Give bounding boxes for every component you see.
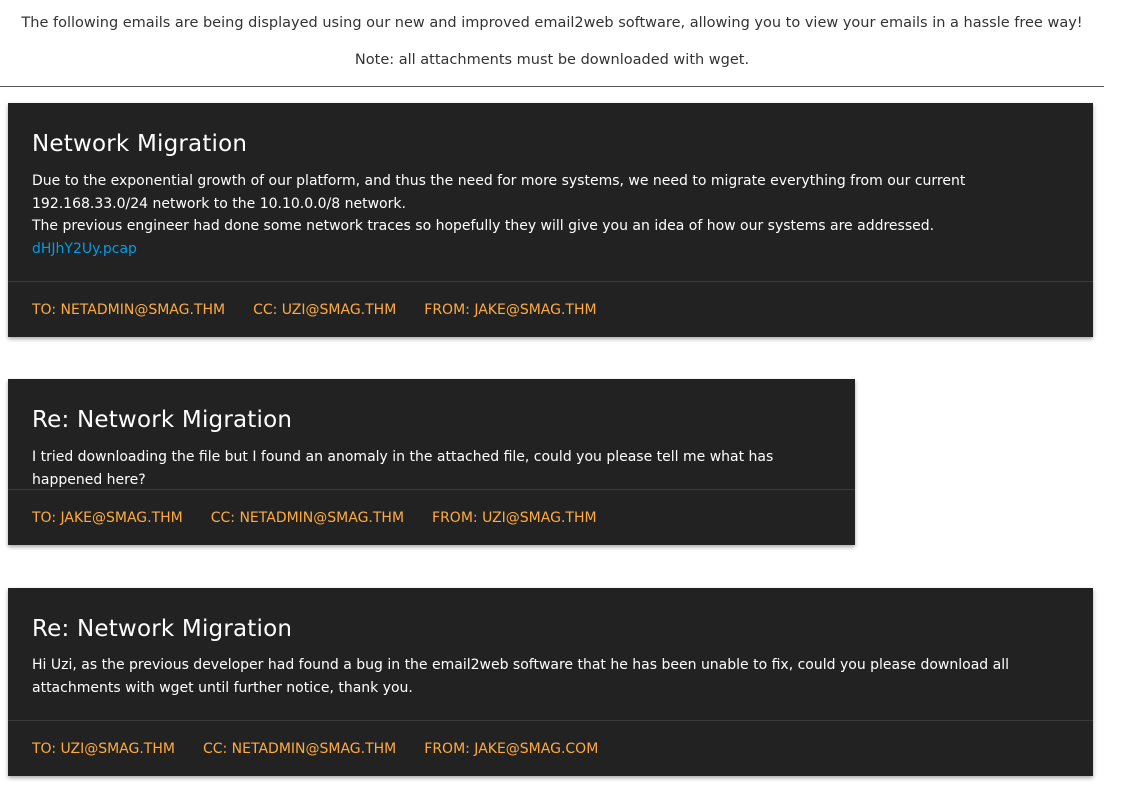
email-recipients <box>8 489 855 545</box>
cc-link[interactable]: CC: UZI@SMAG.THM <box>253 301 397 318</box>
email-subject: Re: Network Migration <box>32 616 293 642</box>
to-link[interactable]: TO: JAKE@SMAG.THM <box>32 509 183 526</box>
attachment-link[interactable]: dHJhY2Uy.pcap <box>32 240 137 257</box>
from-link[interactable]: FROM: JAKE@SMAG.COM <box>424 740 599 757</box>
email-body-line: Hi Uzi, as the previous developer had found a bug in the email2web software that he has been unable to fix, could you please download all attachments with wget until further notice, thank you. <box>32 657 1009 696</box>
email-subject: Network Migration <box>32 131 248 157</box>
from-link[interactable]: FROM: UZI@SMAG.THM <box>432 509 597 526</box>
cc-link[interactable]: CC: NETADMIN@SMAG.THM <box>210 509 405 526</box>
email-body-line: The previous engineer had done some network traces so hopefully they will give you an idea of how our systems are addressed. <box>32 218 935 234</box>
attachment-note: Note: all attachments must be downloaded with wget. <box>354 52 750 68</box>
to-link[interactable]: TO: NETADMIN@SMAG.THM <box>32 301 226 318</box>
email-body <box>8 588 1093 699</box>
email-body <box>8 103 1093 260</box>
email-body-line: I tried downloading the file but I found an anomaly in the attached file, could you please tell me what has happened here? <box>32 449 774 488</box>
email-recipients <box>8 720 1093 776</box>
email-body-line: Due to the exponential growth of our platform, and thus the need for more systems, we need to migrate everything from our current 192.168.33.0/24 network to the 10.10.0.0/8 network. <box>32 173 966 212</box>
email-card <box>8 588 1093 776</box>
to-link[interactable]: TO: UZI@SMAG.THM <box>32 740 175 757</box>
email-recipients <box>8 281 1093 337</box>
cc-link[interactable]: CC: NETADMIN@SMAG.THM <box>202 740 397 757</box>
email-card <box>8 379 855 545</box>
email-card <box>8 103 1093 337</box>
page-header <box>0 0 1104 87</box>
email-subject: Re: Network Migration <box>32 407 293 433</box>
intro-text: The following emails are being displayed using our new and improved email2web software, allowing you to view your emails in a hassle free way! <box>21 15 1083 31</box>
email-body <box>8 379 855 491</box>
from-link[interactable]: FROM: JAKE@SMAG.THM <box>424 301 597 318</box>
